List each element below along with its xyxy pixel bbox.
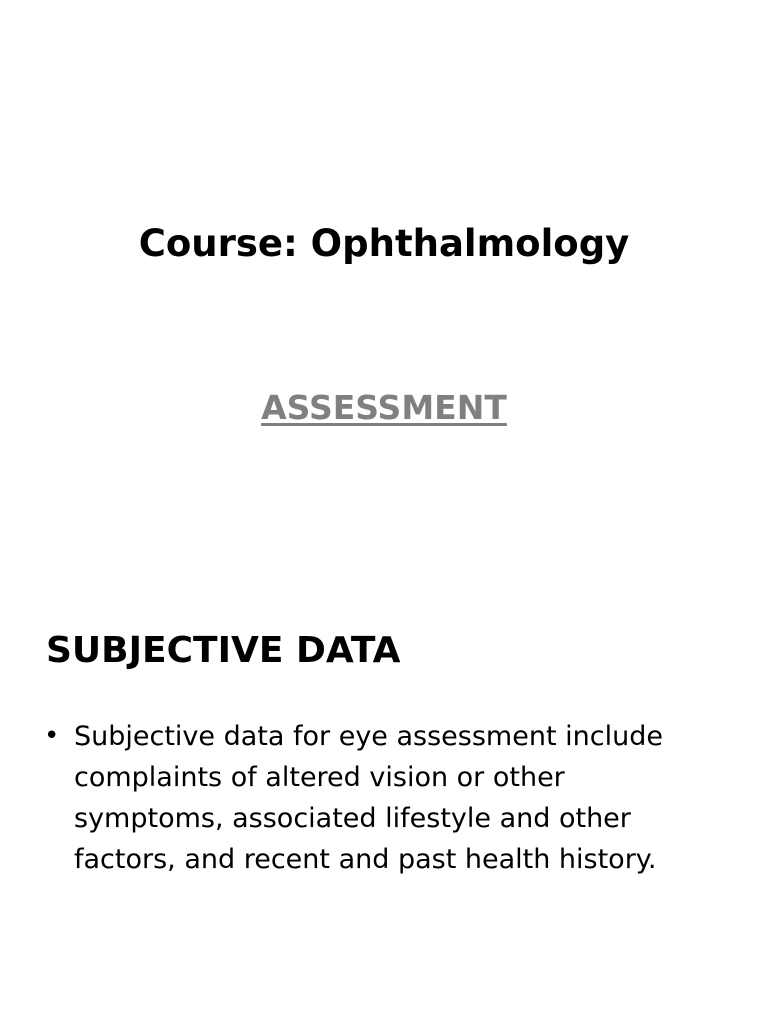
bullet-line: factors, and recent and past health history. (74, 844, 657, 875)
section-label-assessment: ASSESSMENT (261, 388, 507, 427)
bullet-line: complaints of altered vision or other (74, 762, 565, 793)
bullet-icon: • (44, 721, 60, 751)
bullet-item (44, 716, 734, 880)
bullet-line: Subjective data for eye assessment include (74, 721, 663, 752)
section-heading: SUBJECTIVE DATA (46, 630, 401, 671)
bullet-text (74, 716, 734, 880)
course-title: Course: Ophthalmology (138, 222, 630, 265)
bullet-list (44, 716, 734, 880)
bullet-line: symptoms, associated lifestyle and other (74, 803, 631, 834)
